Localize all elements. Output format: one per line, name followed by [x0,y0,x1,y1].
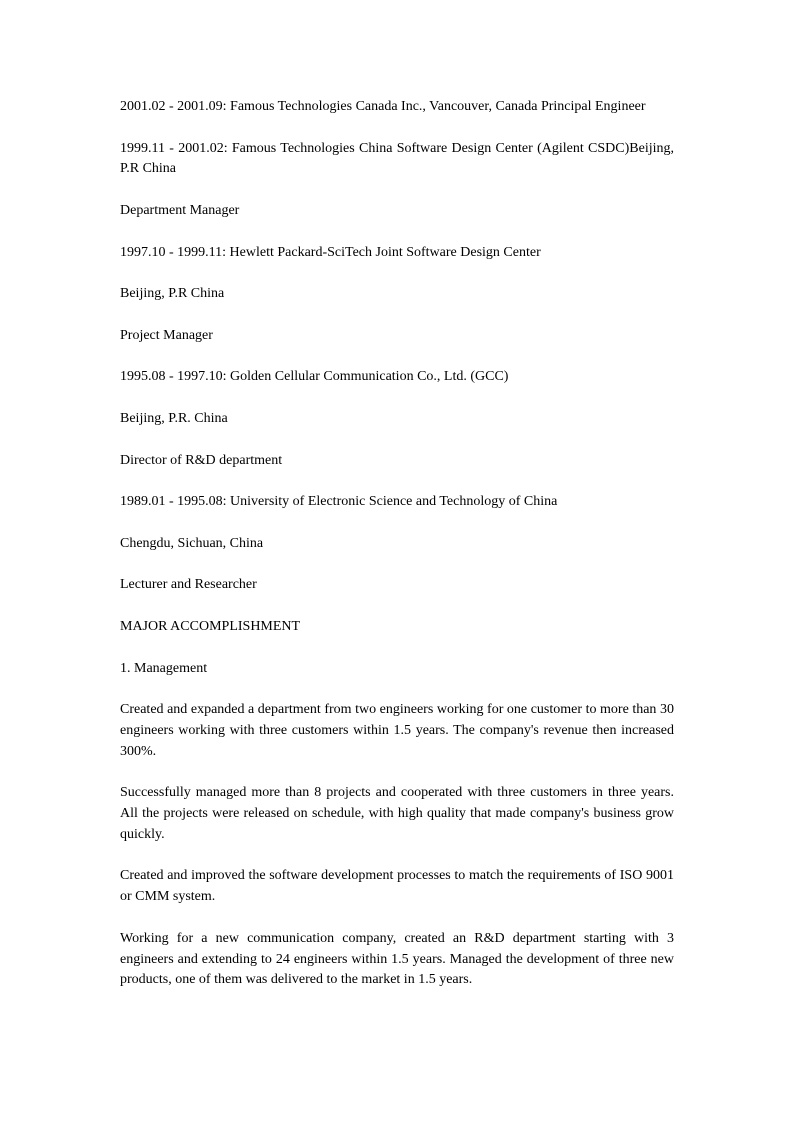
paragraph-accomplishment-2: Successfully managed more than 8 projects and cooperated with three customers in three years. All the projects were released on schedule, with high quality that made company's business grow quickly. [120,785,674,842]
paragraph-accomplishment-3: Created and improved the software development processes to match the requirements of ISO 9001 or CMM system. [120,868,674,905]
document-body [120,97,674,1012]
paragraph-job-hp-scitech: 1997.10 - 1999.11: Hewlett Packard-SciTech Joint Software Design Center [120,244,541,260]
paragraph-title-director-rd: Director of R&D department [120,452,283,468]
paragraph-location-beijing-2: Beijing, P.R. China [120,410,228,426]
paragraph-job-canada: 2001.02 - 2001.09: Famous Technologies Canada Inc., Vancouver, Canada Principal Engineer [120,99,646,114]
paragraph-accomplishment-4: Working for a new communication company, created an R&D department starting with 3 engineers and extending to 24 engineers within 1.5 years. Managed the development of three new products, one of them was delivered to the market in 1.5 years. [120,930,674,988]
paragraph-location-beijing-1: Beijing, P.R China [120,286,225,302]
paragraph-job-gcc: 1995.08 - 1997.10: Golden Cellular Communication Co., Ltd. (GCC) [120,369,509,385]
paragraph-title-project-manager: Project Manager [120,327,213,343]
paragraph-title-lecturer: Lecturer and Researcher [120,577,257,593]
subsection-heading-management: 1. Management [120,660,208,676]
paragraph-location-chengdu: Chengdu, Sichuan, China [120,535,264,551]
paragraph-title-department-manager: Department Manager [120,202,240,218]
paragraph-job-china-csdc: 1999.11 - 2001.02: Famous Technologies China Software Design Center (Agilent CSDC)Beijing, P.R China [120,140,674,177]
section-heading-major-accomplishment: MAJOR ACCOMPLISHMENT [120,618,301,634]
paragraph-accomplishment-1: Created and expanded a department from two engineers working for one customer to more than 30 engineers working with three customers within 1.5 years. The company's revenue then increased 300%. [120,702,674,759]
paragraph-job-university: 1989.01 - 1995.08: University of Electronic Science and Technology of China [120,494,558,510]
